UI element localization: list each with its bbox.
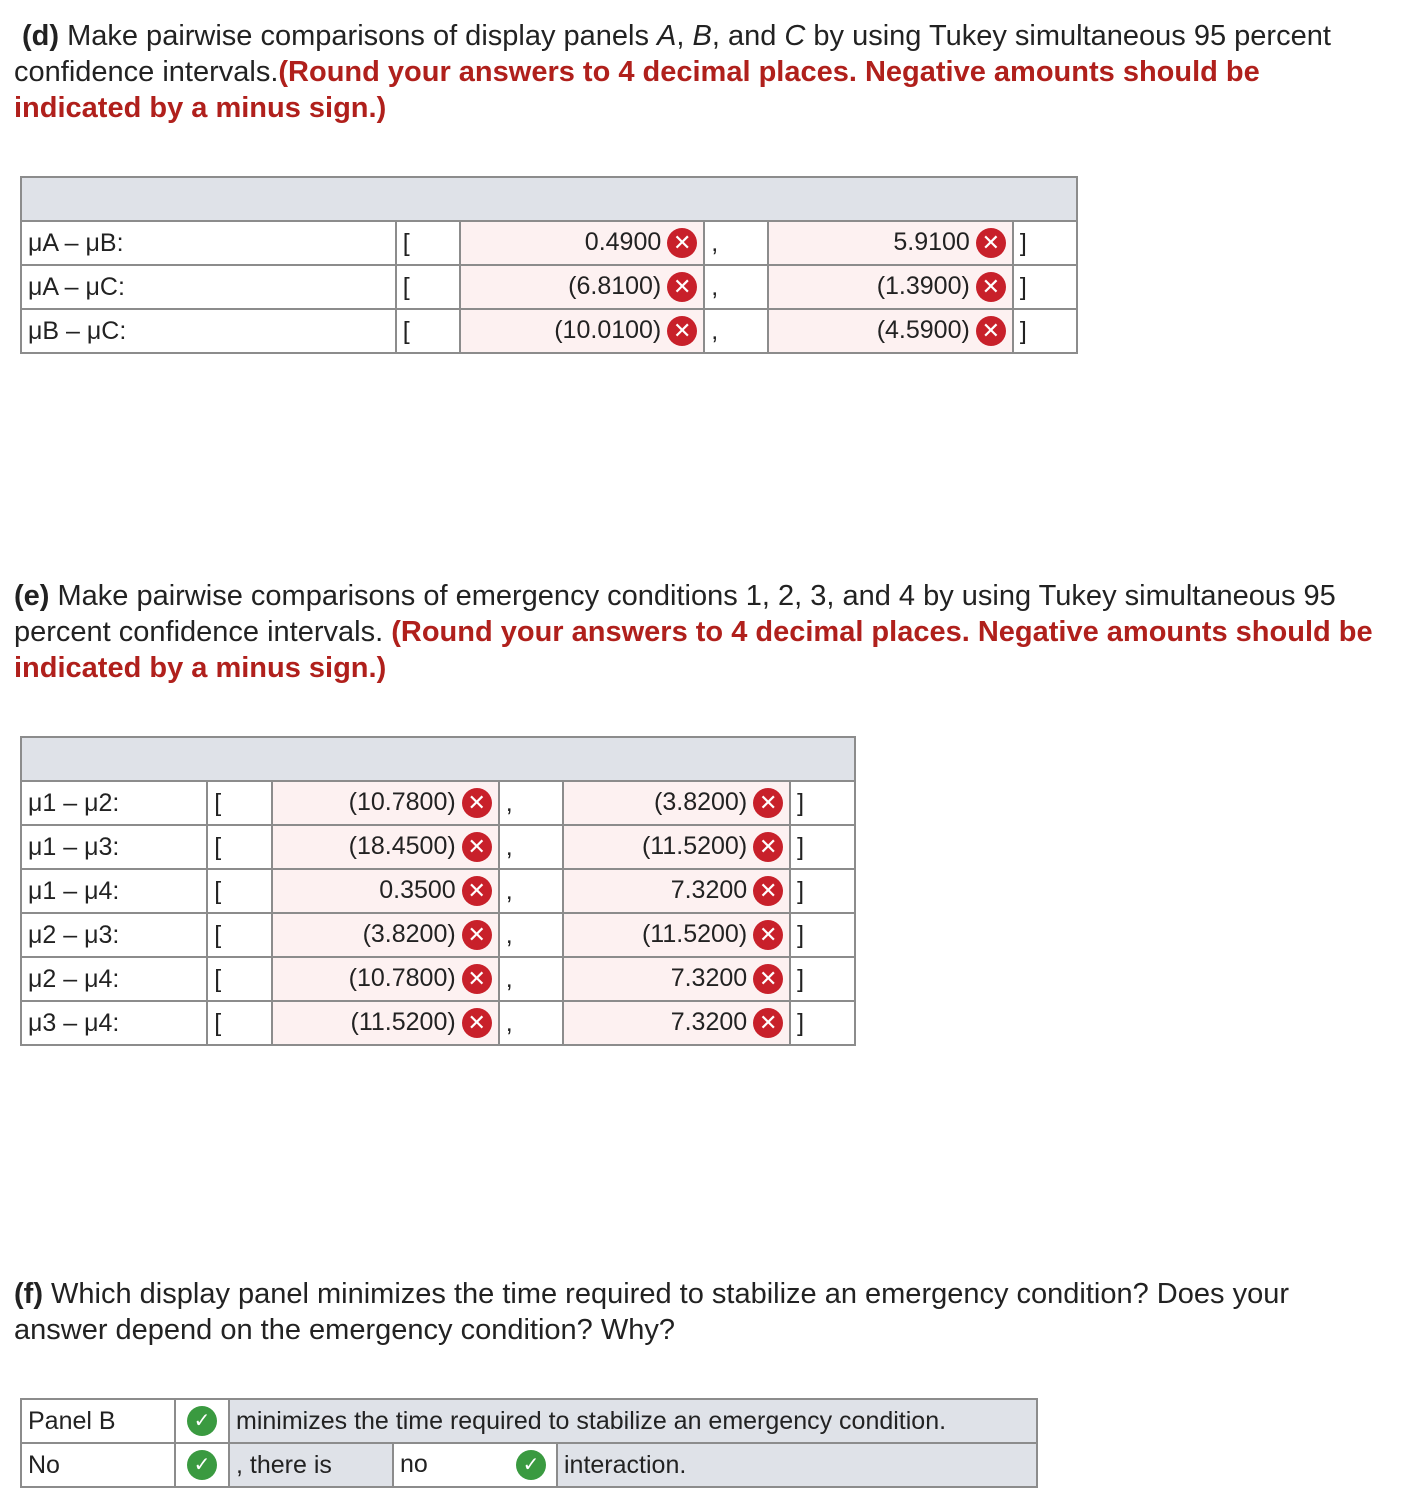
answer-depend-text: , there is [229, 1443, 393, 1487]
incorrect-icon: ✕ [976, 316, 1006, 346]
row-label: μ2 – μ4: [21, 957, 207, 1001]
incorrect-icon: ✕ [753, 788, 783, 818]
incorrect-icon: ✕ [667, 272, 697, 302]
open-bracket: [ [207, 869, 272, 913]
upper-bound-input[interactable]: 5.9100 ✕ [768, 221, 1012, 265]
table-row [21, 265, 1077, 309]
table-row [21, 309, 1077, 353]
incorrect-icon: ✕ [753, 964, 783, 994]
answer-depend-status [175, 1443, 229, 1487]
open-bracket: [ [396, 309, 460, 353]
lower-bound-input[interactable]: 0.4900 ✕ [460, 221, 704, 265]
row-label: μB – μC: [21, 309, 396, 353]
table-row [21, 869, 855, 913]
question-f: (f) Which display panel minimizes the time required to stabilize an emergency condition? Does your answer depend on the emergency condition? Why? [14, 1278, 1289, 1346]
part-f-label: (f) [14, 1278, 43, 1310]
row-label: μ3 – μ4: [21, 1001, 207, 1045]
row-label: μ1 – μ2: [21, 781, 207, 825]
lower-bound-input[interactable]: (18.4500) ✕ [272, 825, 499, 869]
open-bracket: [ [396, 221, 460, 265]
lower-bound-input[interactable]: (3.8200) ✕ [272, 913, 499, 957]
open-bracket: [ [207, 913, 272, 957]
table-row [21, 1001, 855, 1045]
incorrect-icon: ✕ [667, 316, 697, 346]
incorrect-icon: ✕ [976, 228, 1006, 258]
separator: , [499, 913, 564, 957]
incorrect-icon: ✕ [753, 876, 783, 906]
incorrect-icon: ✕ [462, 920, 492, 950]
table-d [20, 176, 1078, 354]
upper-bound-input[interactable]: 7.3200 ✕ [563, 957, 790, 1001]
close-bracket: ] [1013, 309, 1077, 353]
check-icon: ✓ [187, 1450, 217, 1480]
lower-bound-input[interactable]: (10.0100) ✕ [460, 309, 704, 353]
table-row [21, 957, 855, 1001]
close-bracket: ] [790, 1001, 855, 1045]
row-label: μ1 – μ3: [21, 825, 207, 869]
separator: , [499, 957, 564, 1001]
open-bracket: [ [396, 265, 460, 309]
table-e-header [21, 737, 855, 781]
check-icon: ✓ [187, 1406, 217, 1436]
lower-bound-input[interactable]: 0.3500 ✕ [272, 869, 499, 913]
incorrect-icon: ✕ [462, 964, 492, 994]
upper-bound-input[interactable]: (4.5900) ✕ [768, 309, 1012, 353]
lower-bound-input[interactable]: (10.7800) ✕ [272, 781, 499, 825]
upper-bound-input[interactable]: 7.3200 ✕ [563, 869, 790, 913]
table-row [21, 781, 855, 825]
upper-bound-input[interactable]: (3.8200) ✕ [563, 781, 790, 825]
open-bracket: [ [207, 1001, 272, 1045]
separator: , [499, 825, 564, 869]
answer-panel-select[interactable]: Panel B [21, 1399, 175, 1443]
lower-bound-input[interactable]: (6.8100) ✕ [460, 265, 704, 309]
upper-bound-input[interactable]: (11.5200) ✕ [563, 913, 790, 957]
check-icon: ✓ [516, 1450, 546, 1480]
separator: , [499, 1001, 564, 1045]
upper-bound-input[interactable]: (11.5200) ✕ [563, 825, 790, 869]
open-bracket: [ [207, 957, 272, 1001]
table-d-header [21, 177, 1077, 221]
incorrect-icon: ✕ [462, 788, 492, 818]
lower-bound-input[interactable]: (11.5200) ✕ [272, 1001, 499, 1045]
close-bracket: ] [790, 869, 855, 913]
incorrect-icon: ✕ [462, 832, 492, 862]
answer-interaction-text: interaction. [557, 1443, 1037, 1487]
incorrect-icon: ✕ [667, 228, 697, 258]
incorrect-icon: ✕ [976, 272, 1006, 302]
table-f [20, 1398, 1038, 1488]
part-d-label: (d) [22, 20, 60, 52]
incorrect-icon: ✕ [753, 832, 783, 862]
row-label: μ1 – μ4: [21, 869, 207, 913]
upper-bound-input[interactable]: (1.3900) ✕ [768, 265, 1012, 309]
close-bracket: ] [1013, 221, 1077, 265]
close-bracket: ] [790, 781, 855, 825]
open-bracket: [ [207, 825, 272, 869]
part-e-instructions: (Round your answers to 4 decimal places. Negative amounts should be indicated by a minus sign.) [14, 616, 1373, 684]
question-e: (e) Make pairwise comparisons of emergency conditions 1, 2, 3, and 4 by using Tukey simultaneous 95 percent confidence intervals. (Round your answers to 4 decimal places. Negative amounts should be indicated by a minus sign.) [14, 580, 1373, 684]
separator: , [499, 781, 564, 825]
close-bracket: ] [790, 825, 855, 869]
separator: , [704, 309, 768, 353]
answer-interaction-select[interactable]: no ✓ [393, 1443, 557, 1487]
open-bracket: [ [207, 781, 272, 825]
incorrect-icon: ✕ [462, 876, 492, 906]
answer-panel-text: minimizes the time required to stabilize an emergency condition. [229, 1399, 1037, 1443]
incorrect-icon: ✕ [462, 1008, 492, 1038]
incorrect-icon: ✕ [753, 920, 783, 950]
incorrect-icon: ✕ [753, 1008, 783, 1038]
row-label: μA – μC: [21, 265, 396, 309]
table-e [20, 736, 856, 1046]
close-bracket: ] [790, 957, 855, 1001]
separator: , [704, 265, 768, 309]
close-bracket: ] [1013, 265, 1077, 309]
answer-depend-select[interactable]: No [21, 1443, 175, 1487]
table-row [21, 825, 855, 869]
table-row [21, 221, 1077, 265]
close-bracket: ] [790, 913, 855, 957]
row-label: μ2 – μ3: [21, 913, 207, 957]
table-row [21, 913, 855, 957]
part-d-instructions: (Round your answers to 4 decimal places. Negative amounts should be indicated by a minus sign.) [14, 56, 1260, 124]
separator: , [499, 869, 564, 913]
answer-panel-status [175, 1399, 229, 1443]
lower-bound-input[interactable]: (10.7800) ✕ [272, 957, 499, 1001]
question-d: (d) Make pairwise comparisons of display panels A, B, and C by using Tukey simultaneous 95 percent confidence intervals.(Round your answers to 4 decimal places. Negative amounts should be indicated by a minus sign.) [14, 20, 1331, 124]
row-label: μA – μB: [21, 221, 396, 265]
upper-bound-input[interactable]: 7.3200 ✕ [563, 1001, 790, 1045]
separator: , [704, 221, 768, 265]
part-e-label: (e) [14, 580, 50, 612]
